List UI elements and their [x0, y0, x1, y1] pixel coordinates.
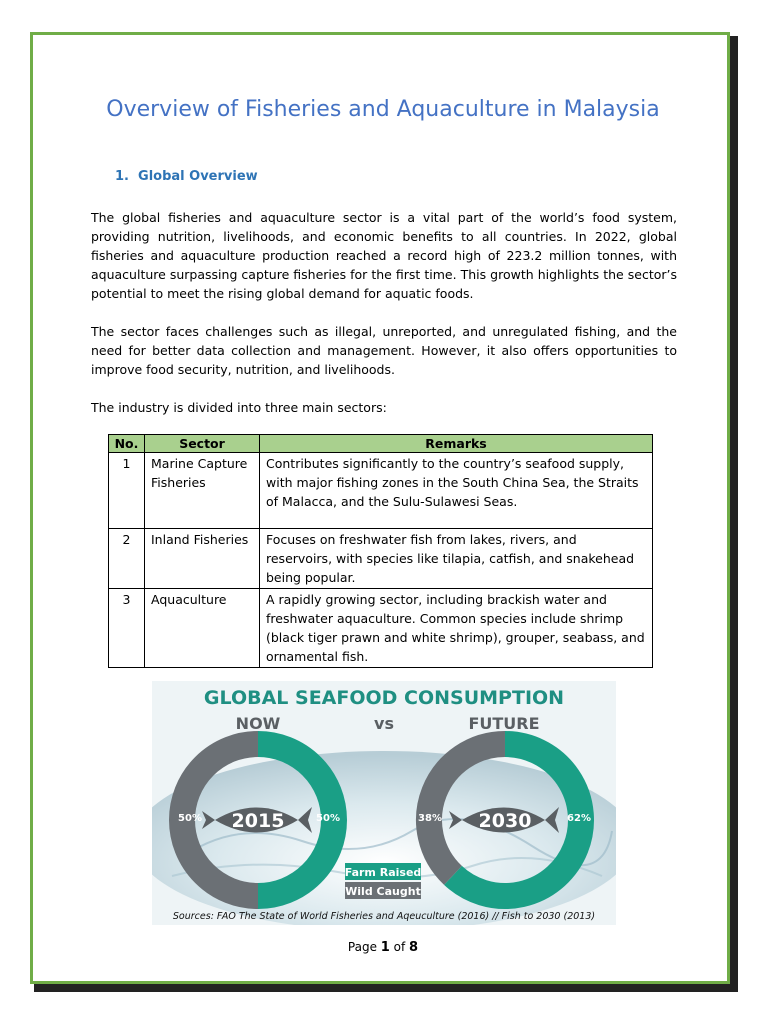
header-sector: Sector [145, 435, 260, 453]
seafood-consumption-infographic [152, 681, 616, 925]
footer-prefix: Page [347, 940, 381, 954]
paragraph-sectors-intro: The industry is divided into three main sectors: [91, 400, 387, 415]
future-farm-percent: 62% [567, 813, 591, 824]
table-header-row [109, 435, 653, 453]
page-footer [33, 940, 733, 955]
header-no: No. [109, 435, 145, 453]
table-row [109, 589, 653, 668]
vs-label: vs [374, 714, 394, 733]
footer-total-pages: 8 [409, 940, 419, 955]
row-remarks: Contributes significantly to the country’s seafood supply, with major fishing zones in the South China Sea, the Straits of Malacca, and the Sulu-Sulawesi Seas. [260, 453, 653, 529]
document-page [30, 32, 730, 984]
year-2030: 2030 [478, 810, 532, 832]
document-title: Overview of Fisheries and Aquaculture in Malaysia [106, 97, 660, 122]
infographic-source: Sources: FAO The State of World Fisheries and Aqeuculture (2016) // Fish to 2030 (2013) [172, 911, 596, 922]
paragraph-challenges: The sector faces challenges such as illegal, unreported, and unregulated fishing, and the need for better data collection and management. However, it also offers opportunities to improve food security, nutrition, and livelihoods. [91, 324, 677, 377]
row-remarks: Focuses on freshwater fish from lakes, rivers, and reservoirs, with species like tilapia, catfish, and snakehead being popular. [260, 529, 653, 589]
now-wild-percent: 50% [178, 813, 202, 824]
future-wild-percent: 38% [418, 813, 442, 824]
year-2015: 2015 [231, 810, 285, 832]
table-row [109, 453, 653, 529]
row-sector: Marine Capture Fisheries [145, 453, 260, 529]
row-sector: Inland Fisheries [145, 529, 260, 589]
table-row [109, 529, 653, 589]
footer-of: of [389, 940, 410, 954]
sectors-table [108, 434, 653, 668]
now-farm-percent: 50% [316, 813, 340, 824]
row-number: 3 [109, 589, 145, 668]
legend-wild-label: Wild Caught [345, 885, 421, 898]
row-number: 1 [109, 453, 145, 529]
section-heading: 1. Global Overview [115, 169, 258, 184]
header-remarks: Remarks [260, 435, 653, 453]
footer-current-page: 1 [380, 940, 390, 955]
infographic-title: GLOBAL SEAFOOD CONSUMPTION [203, 687, 565, 709]
future-label: FUTURE [468, 714, 540, 733]
paragraph-intro: The global fisheries and aquaculture sector is a vital part of the world’s food system, providing nutrition, livelihoods, and economic benefits to all countries. In 2022, global fisheries and aquaculture production reached a record high of 223.2 million tonnes, with aquaculture surpassing capture fisheries for the first time. This growth highlights the sector’s potential to meet the rising global demand for aquatic foods. [91, 210, 677, 301]
legend-farm-label: Farm Raised [344, 866, 422, 879]
row-sector: Aquaculture [145, 589, 260, 668]
now-label: NOW [235, 714, 281, 733]
row-remarks: A rapidly growing sector, including brackish water and freshwater aquaculture. Common species include shrimp (black tiger prawn and white shrimp), grouper, seabass, and ornamental fish. [260, 589, 653, 668]
row-number: 2 [109, 529, 145, 589]
